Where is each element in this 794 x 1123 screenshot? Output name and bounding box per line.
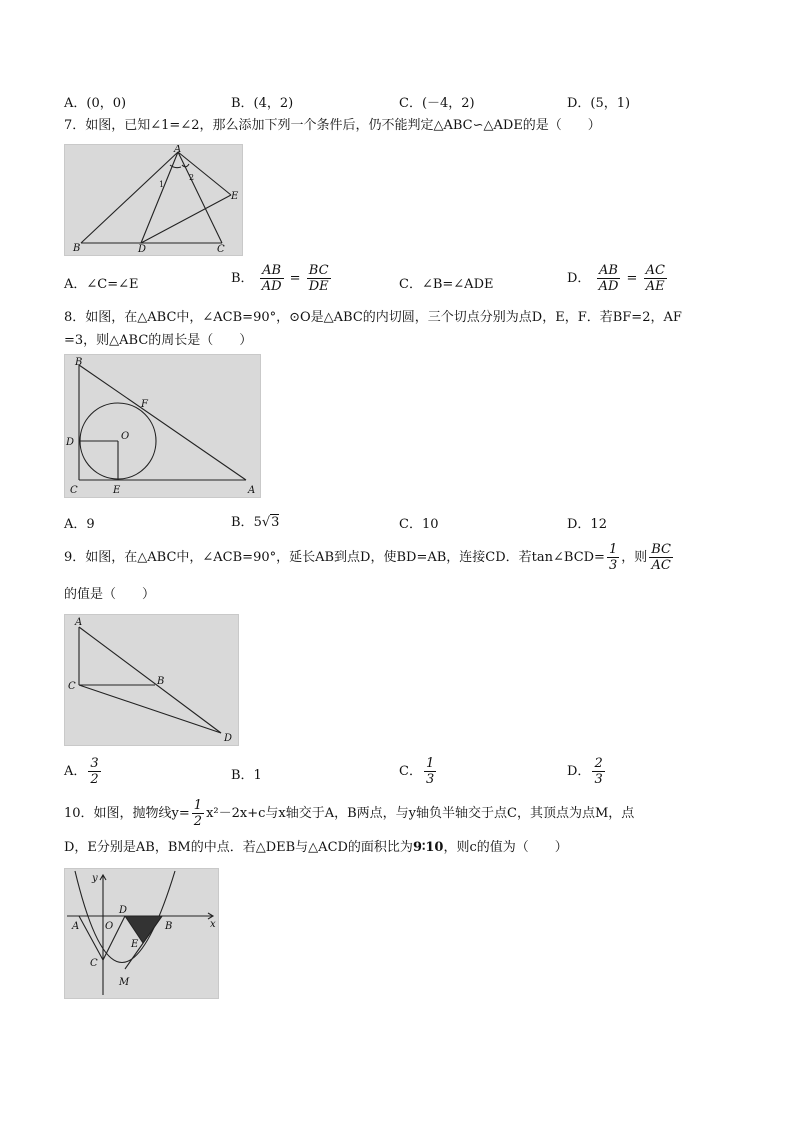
q9-ratio-num: BC (651, 542, 672, 557)
q7-triangle-diagram (65, 145, 242, 255)
q8-label-a: A (248, 485, 256, 496)
q9-option-c[interactable] (399, 756, 438, 787)
q8-label-d: D (66, 437, 75, 448)
q7-label-c: C (217, 244, 225, 255)
q10-text-line1 (64, 798, 734, 829)
q9-option-d-prefix: D． (567, 764, 591, 779)
q9-option-a-num: 3 (90, 756, 99, 771)
q7-option-d-frac1 (597, 263, 621, 294)
q10-text-line2-post: ，则c的值为（ ） (443, 840, 568, 855)
q7-text: 7．如图，已知∠1=∠2，那么添加下列一个条件后，仍不能判定△ABC∽△ADE的是（ ） (64, 118, 601, 133)
q7-option-a[interactable]: A．∠C=∠E (64, 277, 139, 292)
q7-option-b-num2: BC (307, 263, 331, 279)
q9-option-c-frac (424, 756, 436, 787)
q8-option-b-radicand: 3 (271, 515, 280, 530)
q8-option-b[interactable]: B．5√3 (231, 515, 280, 530)
q9-ratio-fraction (649, 542, 673, 573)
q8-option-b-prefix: B． (231, 515, 254, 530)
q9-option-b[interactable]: B．1 (231, 768, 262, 783)
q10-text-line1-post: x²－2x+c与x轴交于A，B两点，与y轴负半轴交于点C，其顶点为点M，点 (206, 806, 635, 821)
q7-figure (64, 144, 243, 256)
q8-figure (64, 354, 261, 498)
q9-tan-fraction (607, 542, 619, 573)
q9-option-d-frac (592, 756, 604, 787)
q8-text-line1: 8．如图，在△ABC中，∠ACB=90°，⊙O是△ABC的内切圆，三个切点分别为点D，E，F．若BF=2，AF (64, 310, 682, 325)
q7-option-d-frac2 (644, 263, 667, 294)
q9-option-a[interactable] (64, 756, 103, 787)
q7-option-b-den2: DE (308, 279, 329, 294)
q6-option-c[interactable]: C．(－4，2) (399, 96, 475, 111)
q7-option-d-num2: AC (645, 263, 665, 278)
q10-label-e: E (131, 939, 139, 950)
q7-option-d[interactable] (567, 263, 669, 294)
q7-option-d-num1: AB (597, 263, 621, 279)
q10-coef-fraction (192, 798, 204, 829)
q8-label-b: B (75, 357, 83, 368)
q9-text-line1-mid: ，则 (621, 550, 648, 565)
q10-label-x: x (210, 919, 216, 930)
q9-label-a: A (75, 617, 83, 628)
q10-text-line2 (64, 837, 734, 859)
q10-label-d: D (119, 905, 128, 916)
q7-option-d-eq: = (626, 271, 638, 286)
q9-label-b: B (157, 676, 165, 687)
q9-option-d-num: 2 (594, 756, 603, 771)
q9-tan-den: 3 (608, 558, 618, 573)
q7-option-d-prefix: D． (567, 271, 591, 286)
q7-option-d-den1: AD (598, 279, 619, 294)
q9-tan-num: 1 (608, 542, 618, 557)
q8-option-b-coef: 5 (253, 515, 262, 530)
q9-text-line2: 的值是（ ） (64, 587, 156, 602)
q6-option-a[interactable]: A．(0，0) (64, 96, 127, 111)
q7-option-c[interactable]: C．∠B=∠ADE (399, 277, 494, 292)
q7-option-b-den1: AD (261, 279, 282, 294)
q8-incircle-diagram (65, 355, 260, 497)
q10-label-y: y (92, 873, 98, 884)
q10-label-o: O (105, 921, 114, 932)
q9-text-line1-pre: 9．如图，在△ABC中，∠ACB=90°，延长AB到点D，使BD=AB，连接CD．若tan∠BCD= (64, 550, 605, 565)
q9-label-c: C (68, 681, 76, 692)
q10-label-a: A (72, 921, 80, 932)
q9-ratio-den: AC (651, 558, 671, 573)
q8-option-c[interactable]: C．10 (399, 517, 439, 532)
q7-option-d-den2: AE (645, 279, 665, 294)
q6-option-d[interactable]: D．(5，1) (567, 96, 631, 111)
q7-label-e: E (231, 191, 239, 202)
q7-option-b-frac1 (260, 263, 284, 294)
q9-label-d: D (224, 733, 233, 744)
q8-text-line2: =3，则△ABC的周长是（ ） (64, 333, 253, 348)
q9-option-c-num: 1 (425, 756, 435, 771)
q7-label-d: D (138, 244, 147, 255)
q8-label-f: F (141, 399, 148, 410)
q9-option-a-frac (88, 756, 100, 787)
q10-text-line1-pre: 10．如图，抛物线y= (64, 806, 190, 821)
q7-option-b-prefix: B． (231, 271, 254, 286)
q9-text-line1 (64, 542, 734, 573)
q10-coef-den: 2 (193, 814, 203, 829)
q9-option-a-prefix: A． (64, 764, 87, 779)
q7-label-a: A (174, 145, 182, 155)
q7-angle-2-label: 2 (189, 173, 195, 182)
q9-option-d[interactable] (567, 756, 607, 787)
q10-figure (64, 868, 219, 999)
q9-option-c-prefix: C． (399, 764, 422, 779)
q9-figure (64, 614, 239, 746)
q7-option-b[interactable] (231, 263, 333, 294)
q10-parabola-diagram (65, 869, 218, 998)
q9-triangle-diagram (65, 615, 238, 745)
q8-label-o: O (121, 431, 130, 442)
q8-label-c: C (70, 485, 78, 496)
q9-option-c-den: 3 (425, 772, 435, 787)
q7-label-b: B (73, 243, 81, 254)
q10-ratio: 9∶10 (412, 840, 444, 855)
q10-label-b: B (165, 921, 173, 932)
q8-label-e: E (113, 485, 121, 496)
q7-option-b-frac2 (307, 263, 331, 294)
q9-option-a-den: 2 (90, 772, 99, 787)
q7-option-b-num1: AB (260, 263, 284, 279)
q9-option-d-den: 3 (594, 772, 603, 787)
q7-angle-1-label: 1 (159, 180, 165, 189)
q10-text-line2-pre: D，E分别是AB，BM的中点．若△DEB与△ACD的面积比为 (64, 840, 413, 855)
q7-option-b-eq: = (289, 271, 301, 286)
q10-coef-num: 1 (193, 798, 203, 813)
q10-label-m: M (119, 977, 130, 988)
q6-option-b[interactable]: B．(4，2) (231, 96, 294, 111)
q10-label-c: C (90, 958, 98, 969)
q8-option-d[interactable]: D．12 (567, 517, 607, 532)
q8-option-a[interactable]: A．9 (64, 517, 95, 532)
